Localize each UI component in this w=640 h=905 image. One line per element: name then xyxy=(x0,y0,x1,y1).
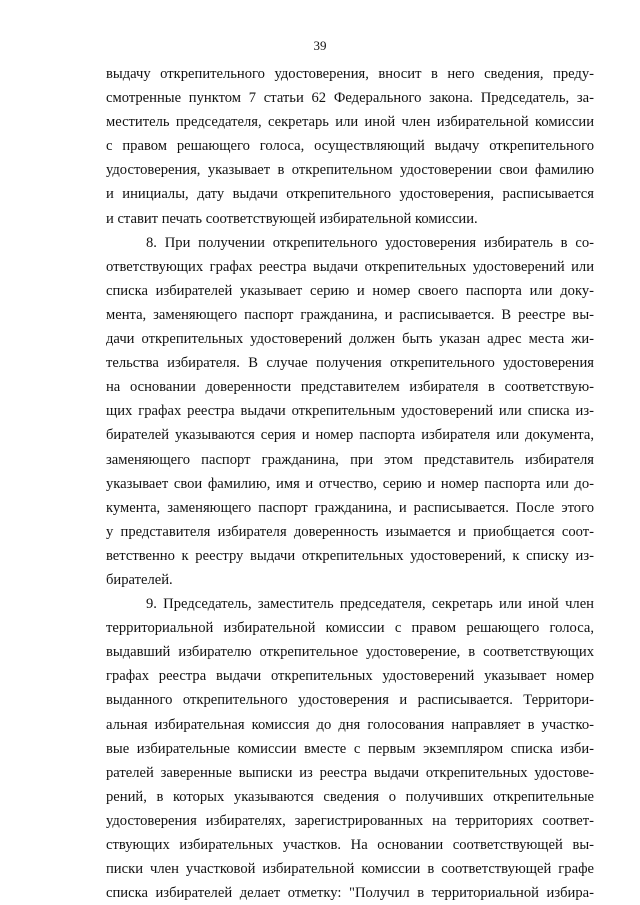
page-number: 39 xyxy=(313,38,327,53)
text-line: дачи открепительных удостоверений должен быть указан адрес места жи- xyxy=(106,331,594,348)
text-line: ствующих избирательных участков. На основании соответствующей вы- xyxy=(106,837,594,853)
text-line: удостоверения, указывает в открепительном удостоверении свои фамилию xyxy=(106,162,594,179)
text-line: кумента, заменяющего паспорт гражданина, и расписывается. После этого xyxy=(106,499,594,516)
text-line: ответствующих графах реестра выдачи открепительных удостоверений или xyxy=(106,258,594,275)
text-line: смотренные пунктом 7 статьи 62 Федерального закона. Председатель, за- xyxy=(106,90,594,107)
text-line: выдавший избирателю открепительное удостоверение, в соответствующих xyxy=(106,644,594,661)
text-line: выдачу открепительного удостоверения, вносит в него сведения, преду- xyxy=(106,66,594,82)
text-line: списка избирателей указывает серию и номер своего паспорта или доку- xyxy=(106,282,594,299)
text-line: альная избирательная комиссия до дня голосования направляет в участко- xyxy=(106,716,594,733)
text-line: бирателей. xyxy=(106,571,173,588)
text-line: заменяющего паспорт гражданина, при этом представитель избирателя xyxy=(106,451,594,468)
text-line: вые избирательные комиссии вместе с первым экземпляром списка изби- xyxy=(106,740,594,757)
text-line: рений, в которых указываются сведения о получивших открепительные xyxy=(106,788,594,805)
paragraph-9-start: 9. Председатель, заместитель председателя, секретарь или иной член xyxy=(146,596,594,613)
text-line: списка избирателей делает отметку: "Получил в территориальной избира- xyxy=(106,885,594,902)
text-line: и инициалы, дату выдачи открепительного удостоверения, расписывается xyxy=(106,186,594,203)
text-line: мента, заменяющего паспорт гражданина, и расписывается. В реестре вы- xyxy=(106,306,594,323)
paragraph-8-start: 8. При получении открепительного удостоверения избиратель в со- xyxy=(146,234,594,251)
text-line: графах реестра выдачи открепительных удостоверений указывает номер xyxy=(106,668,594,685)
text-line: территориальной избирательной комиссии с правом решающего голоса, xyxy=(106,620,594,637)
text-line: рателей заверенные выписки из реестра выдачи открепительных удостове- xyxy=(106,764,594,781)
text-line: удостоверения избирателях, зарегистрированных на территориях соответ- xyxy=(106,812,594,829)
text-line: на основании доверенности представителем избирателя в соответствую- xyxy=(106,379,594,396)
text-line: щих графах реестра выдачи открепительным удостоверений или списка из- xyxy=(106,403,594,420)
text-line: у представителя избирателя доверенность изымается и приобщается соот- xyxy=(106,523,594,540)
text-line: писки член участковой избирательной комиссии в соответствующей графе xyxy=(106,861,594,878)
text-line: бирателей указываются серия и номер паспорта избирателя или документа, xyxy=(106,427,594,444)
text-line: и ставит печать соответствующей избирательной комиссии. xyxy=(106,210,478,227)
text-line: меститель председателя, секретарь или иной член избирательной комиссии xyxy=(106,114,594,131)
text-line: с правом решающего голоса, осуществляющий выдачу открепительного xyxy=(106,138,594,155)
text-line: указывает свои фамилию, имя и отчество, серию и номер паспорта или до- xyxy=(106,475,594,492)
text-line: ветственно к реестру выдачи открепительных удостоверений, к списку из- xyxy=(106,547,594,564)
text-line: тельства избирателя. В случае получения открепительного удостоверения xyxy=(106,355,594,372)
text-line: выданного открепительного удостоверения и расписывается. Территори- xyxy=(106,692,594,709)
body-text xyxy=(106,62,594,905)
